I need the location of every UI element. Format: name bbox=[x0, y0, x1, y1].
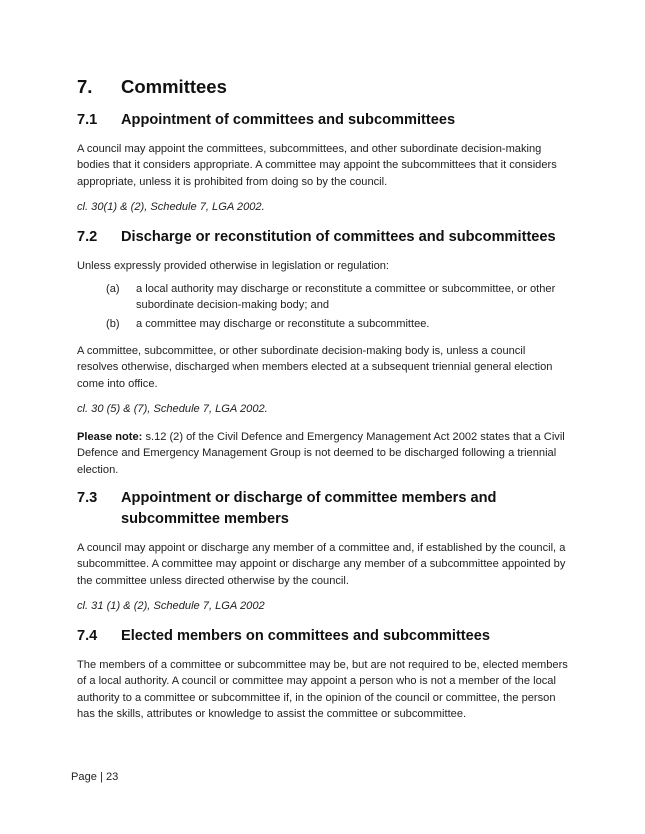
list-marker: (b) bbox=[106, 318, 120, 330]
list-text: a local authority may discharge or reconstitute a committee or subcommittee, or other subordinate decision-making body; and bbox=[136, 283, 556, 312]
citation: cl. 31 (1) & (2), Schedule 7, LGA 2002 bbox=[77, 600, 265, 612]
subsection-heading-7-3 bbox=[77, 488, 571, 530]
citation: cl. 30(1) & (2), Schedule 7, LGA 2002. bbox=[77, 201, 265, 213]
subsection-title: Appointment of committees and subcommittees bbox=[121, 112, 456, 128]
subsection-number: 7.2 bbox=[77, 229, 98, 245]
paragraph: The members of a committee or subcommittee may be, but are not required to be, elected members of a local authority. A council or committee may appoint a person who is not a member of the local authority to a committee or subcommittee if, in the opinion of the council or committee, the person has the skills, attributes or knowledge to assist the committee or subcommittee. bbox=[77, 659, 568, 721]
subsection-heading-7-4 bbox=[77, 626, 571, 647]
section-title: Committees bbox=[121, 76, 227, 97]
paragraph: A committee, subcommittee, or other subordinate decision-making body is, unless a council resolves otherwise, discharged when members elected at a subsequent triennial general election come into office. bbox=[77, 345, 553, 390]
note-label: Please note: bbox=[77, 431, 143, 443]
subsection-heading-7-1 bbox=[77, 110, 571, 131]
subsection-heading-7-2 bbox=[77, 227, 591, 248]
subsection-title: Appointment or discharge of committee members and subcommittee members bbox=[121, 490, 497, 527]
section-number: 7. bbox=[77, 76, 93, 97]
page-number-footer: Page | 23 bbox=[71, 771, 119, 783]
list-marker: (a) bbox=[106, 283, 120, 295]
citation: cl. 30 (5) & (7), Schedule 7, LGA 2002. bbox=[77, 403, 268, 415]
subsection-number: 7.3 bbox=[77, 490, 98, 506]
list-text: a committee may discharge or reconstitute a subcommittee. bbox=[136, 318, 430, 330]
list-item bbox=[106, 316, 566, 332]
note-text: s.12 (2) of the Civil Defence and Emergency Management Act 2002 states that a Civil Defence and Emergency Management Group is not deemed to be discharged following a triennial election. bbox=[77, 431, 565, 476]
note-paragraph bbox=[77, 429, 567, 478]
subsection-number: 7.1 bbox=[77, 112, 98, 128]
section-heading bbox=[77, 76, 227, 98]
paragraph: A council may appoint or discharge any member of a committee and, if established by the council, a subcommittee. A committee may appoint or discharge any member of a subcommittee appointed by the committee unless directed otherwise by the council. bbox=[77, 542, 566, 587]
subsection-title: Elected members on committees and subcommittees bbox=[121, 628, 491, 644]
list-item bbox=[106, 281, 566, 314]
subsection-number: 7.4 bbox=[77, 628, 98, 644]
subsection-title: Discharge or reconstitution of committees and subcommittees bbox=[121, 229, 556, 245]
paragraph: A council may appoint the committees, subcommittees, and other subordinate decision-making bodies that it considers appropriate. A committee may appoint the subcommittees that it considers appropriate, unless it is prohibited from doing so by the council. bbox=[77, 143, 557, 188]
paragraph-intro: Unless expressly provided otherwise in legislation or regulation: bbox=[77, 260, 390, 272]
